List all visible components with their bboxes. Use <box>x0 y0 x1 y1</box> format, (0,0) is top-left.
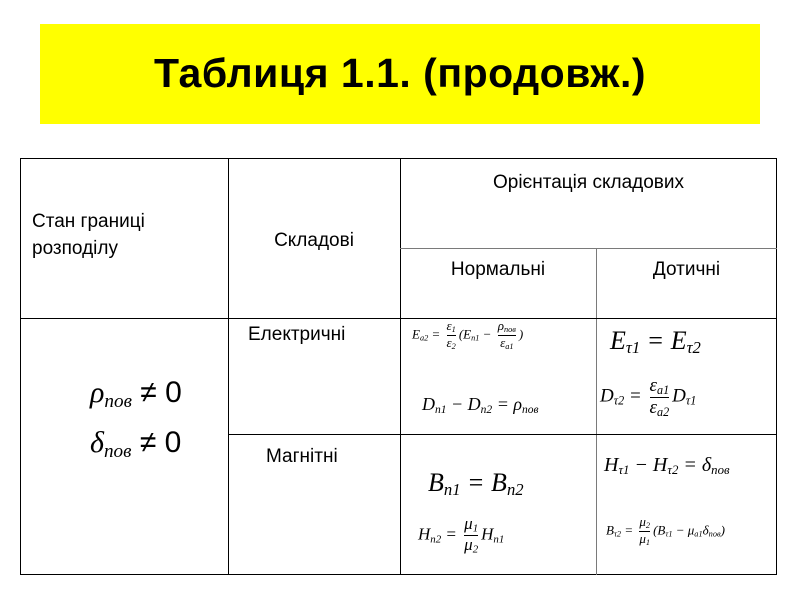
table-border-right <box>776 158 777 575</box>
electric-normal-formula-2: $D_{n1} - D_{n2} = \rho_{пов}$ <box>422 394 539 416</box>
grid-row-divider <box>228 434 777 435</box>
header-boundary-state-line-2: розподілу <box>32 238 118 259</box>
table-border-bottom <box>20 574 777 575</box>
table-border-left <box>20 158 21 575</box>
grid-col-divider-1 <box>228 158 229 575</box>
magnetic-tangential-formula-1: $H_{\tau 1} - H_{\tau 2} = \delta_{пов}$ <box>604 454 730 478</box>
electric-normal-formula-1: $E_{a2}$ = $\frac{\varepsilon_1}{\varepsilon_2}$ ($E_{n1}$ − $\frac{\rho_{пов}}{\varepsilon_{a1}}$ ) <box>412 318 524 351</box>
header-boundary-state <box>32 208 145 262</box>
magnetic-normal-formula-2: $H_{n2}$ = $\frac{\mu_1}{\mu_2}$ $H_{n1}$ <box>418 514 505 556</box>
header-tangential: Дотичні <box>652 259 721 280</box>
title-banner <box>40 24 760 124</box>
table-border-top <box>20 158 777 159</box>
header-components: Складові <box>274 230 354 251</box>
row-electric-label: Електричні <box>248 324 346 345</box>
grid-col-divider-3 <box>596 248 597 575</box>
electric-tangential-formula-2: $D_{\tau 2}$ = $\frac{\varepsilon_{a1}}{\varepsilon_{a2}}$ $D_{\tau 1}$ <box>600 375 697 419</box>
condition-delta: $\delta_{пов} \ne 0$ <box>90 426 182 462</box>
magnetic-tangential-formula-2: $B_{\tau 2}$ = $\frac{\mu_2}{\mu_1}$ $(B_{\tau 1} - \mu_{a1}\delta_{пов})$ <box>606 514 725 547</box>
condition-rho: $\rho_{пов} \ne 0$ <box>90 376 182 412</box>
header-normal: Нормальні <box>450 259 546 280</box>
grid-header-line <box>20 318 777 319</box>
boundary-conditions-table <box>20 158 777 575</box>
header-orientation: Орієнтація складових <box>492 172 685 193</box>
grid-col-divider-2 <box>400 158 401 575</box>
grid-subheader-line <box>400 248 777 249</box>
row-magnetic-label: Магнітні <box>266 446 338 467</box>
header-boundary-state-line-1: Стан границі <box>32 211 145 232</box>
electric-tangential-formula-1: $E_{\tau 1} = E_{\tau 2}$ <box>610 326 701 358</box>
page-title: Таблиця 1.1. (продовж.) <box>154 50 646 96</box>
magnetic-normal-formula-1: $B_{n1} = B_{n2}$ <box>428 468 524 500</box>
